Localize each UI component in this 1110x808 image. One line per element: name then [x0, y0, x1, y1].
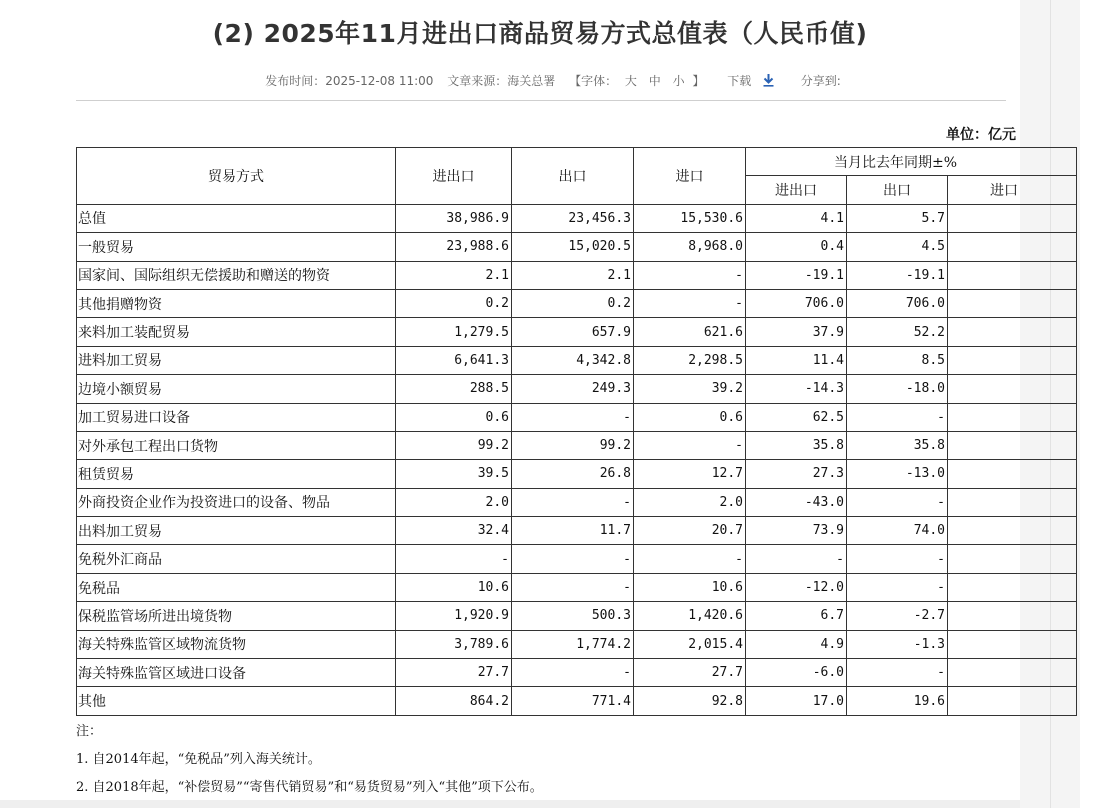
cell-import: 2.0 — [634, 488, 746, 516]
table-row — [77, 659, 1077, 687]
cell-name: 保税监管场所进出境货物 — [77, 602, 396, 630]
cell-import: 8,968.0 — [634, 233, 746, 261]
table-row — [77, 375, 1077, 403]
cell-import: 621.6 — [634, 318, 746, 346]
cell-yoy-export: 8.5 — [847, 346, 948, 374]
cell-import: 2,015.4 — [634, 630, 746, 658]
cell-export: 11.7 — [512, 517, 634, 545]
cell-total: - — [396, 545, 512, 573]
cell-total: 23,988.6 — [396, 233, 512, 261]
cell-export: - — [512, 545, 634, 573]
cell-name: 免税品 — [77, 573, 396, 601]
page-title: (2) 2025年11月进出口商品贸易方式总值表（人民币值) — [212, 19, 868, 48]
cell-yoy-import — [948, 460, 1077, 488]
cell-export: 26.8 — [512, 460, 634, 488]
cell-total: 6,641.3 — [396, 346, 512, 374]
cell-name: 进料加工贸易 — [77, 346, 396, 374]
cell-name: 租赁贸易 — [77, 460, 396, 488]
cell-yoy-total: 6.7 — [746, 602, 847, 630]
cell-yoy-total: - — [746, 545, 847, 573]
cell-yoy-import — [948, 602, 1077, 630]
cell-yoy-import — [948, 318, 1077, 346]
header-export: 出口 — [512, 148, 634, 205]
cell-yoy-export: -19.1 — [847, 261, 948, 289]
cell-import: 10.6 — [634, 573, 746, 601]
cell-import: 1,420.6 — [634, 602, 746, 630]
cell-export: 99.2 — [512, 431, 634, 459]
cell-yoy-import — [948, 346, 1077, 374]
cell-name: 国家间、国际组织无偿援助和赠送的物资 — [77, 261, 396, 289]
cell-name: 免税外汇商品 — [77, 545, 396, 573]
cell-name: 海关特殊监管区域进口设备 — [77, 659, 396, 687]
cell-yoy-import — [948, 488, 1077, 516]
cell-import: 39.2 — [634, 375, 746, 403]
cell-export: 15,020.5 — [512, 233, 634, 261]
cell-export: 2.1 — [512, 261, 634, 289]
cell-name: 总值 — [77, 204, 396, 232]
table-row — [77, 460, 1077, 488]
cell-yoy-import — [948, 403, 1077, 431]
cell-total: 10.6 — [396, 573, 512, 601]
font-size-bracket: 】 — [692, 74, 705, 88]
font-size-medium-link[interactable]: 中 — [648, 74, 661, 88]
cell-yoy-import — [948, 573, 1077, 601]
trade-mode-table — [76, 147, 1077, 716]
cell-total: 288.5 — [396, 375, 512, 403]
table-row — [77, 545, 1077, 573]
cell-yoy-total: 706.0 — [746, 289, 847, 317]
notes — [76, 718, 543, 802]
cell-import: - — [634, 545, 746, 573]
cell-yoy-total: 0.4 — [746, 233, 847, 261]
table-row — [77, 403, 1077, 431]
cell-total: 864.2 — [396, 687, 512, 715]
cell-yoy-export: - — [847, 488, 948, 516]
cell-export: - — [512, 659, 634, 687]
header-yoy-total: 进出口 — [746, 176, 847, 204]
cell-yoy-export: - — [847, 545, 948, 573]
cell-yoy-import — [948, 261, 1077, 289]
cell-yoy-import — [948, 630, 1077, 658]
cell-import: 15,530.6 — [634, 204, 746, 232]
header-yoy-import: 进口 — [948, 176, 1077, 204]
cell-yoy-import — [948, 204, 1077, 232]
cell-yoy-import — [948, 687, 1077, 715]
cell-export: 1,774.2 — [512, 630, 634, 658]
cell-yoy-total: 4.9 — [746, 630, 847, 658]
cell-import: 0.6 — [634, 403, 746, 431]
cell-export: - — [512, 573, 634, 601]
cell-yoy-total: 4.1 — [746, 204, 847, 232]
cell-export: 0.2 — [512, 289, 634, 317]
cell-yoy-export: - — [847, 573, 948, 601]
cell-yoy-total: 27.3 — [746, 460, 847, 488]
cell-yoy-total: 62.5 — [746, 403, 847, 431]
cell-yoy-import — [948, 545, 1077, 573]
cell-yoy-export: 35.8 — [847, 431, 948, 459]
unit-label: 单位：亿元 — [946, 127, 1016, 143]
cell-export: - — [512, 403, 634, 431]
cell-import: 92.8 — [634, 687, 746, 715]
cell-yoy-total: 11.4 — [746, 346, 847, 374]
cell-yoy-import — [948, 517, 1077, 545]
table-row — [77, 488, 1077, 516]
cell-name: 其他 — [77, 687, 396, 715]
cell-yoy-export: 52.2 — [847, 318, 948, 346]
cell-export: 657.9 — [512, 318, 634, 346]
table-row — [77, 289, 1077, 317]
cell-yoy-total: -43.0 — [746, 488, 847, 516]
cell-export: 23,456.3 — [512, 204, 634, 232]
cell-name: 出料加工贸易 — [77, 517, 396, 545]
table-row — [77, 573, 1077, 601]
cell-name: 加工贸易进口设备 — [77, 403, 396, 431]
font-size-small-link[interactable]: 小 — [672, 74, 685, 88]
cell-name: 外商投资企业作为投资进口的设备、物品 — [77, 488, 396, 516]
header-yoy-export: 出口 — [847, 176, 948, 204]
notes-heading: 注： — [76, 724, 103, 739]
table-row — [77, 517, 1077, 545]
cell-yoy-total: 17.0 — [746, 687, 847, 715]
cell-yoy-import — [948, 233, 1077, 261]
cell-import: 27.7 — [634, 659, 746, 687]
cell-total: 2.1 — [396, 261, 512, 289]
cell-yoy-total: 37.9 — [746, 318, 847, 346]
cell-name: 海关特殊监管区域物流货物 — [77, 630, 396, 658]
cell-yoy-export: 19.6 — [847, 687, 948, 715]
header-total: 进出口 — [396, 148, 512, 205]
article-source: 文章来源：海关总署 — [447, 74, 556, 88]
cell-total: 0.2 — [396, 289, 512, 317]
table-row — [77, 346, 1077, 374]
cell-yoy-export: -2.7 — [847, 602, 948, 630]
cell-yoy-import — [948, 659, 1077, 687]
cell-yoy-total: 73.9 — [746, 517, 847, 545]
table-row — [77, 261, 1077, 289]
publish-time: 发布时间：2025-12-08 11:00 — [265, 74, 434, 88]
font-size-large-link[interactable]: 大 — [624, 74, 637, 88]
download-label: 下载 — [727, 74, 752, 88]
cell-import: 20.7 — [634, 517, 746, 545]
cell-import: - — [634, 261, 746, 289]
table-row — [77, 687, 1077, 715]
cell-name: 边境小额贸易 — [77, 375, 396, 403]
cell-total: 39.5 — [396, 460, 512, 488]
cell-yoy-total: -19.1 — [746, 261, 847, 289]
cell-total: 3,789.6 — [396, 630, 512, 658]
cell-export: - — [512, 488, 634, 516]
cell-export: 500.3 — [512, 602, 634, 630]
cell-total: 0.6 — [396, 403, 512, 431]
cell-yoy-export: -13.0 — [847, 460, 948, 488]
cell-total: 1,279.5 — [396, 318, 512, 346]
header-yoy-group: 当月比去年同期±% — [746, 148, 1077, 176]
cell-name: 对外承包工程出口货物 — [77, 431, 396, 459]
cell-yoy-export: - — [847, 403, 948, 431]
cell-total: 1,920.9 — [396, 602, 512, 630]
cell-total: 99.2 — [396, 431, 512, 459]
cell-yoy-export: 74.0 — [847, 517, 948, 545]
cell-name: 来料加工装配贸易 — [77, 318, 396, 346]
cell-export: 249.3 — [512, 375, 634, 403]
cell-yoy-export: 706.0 — [847, 289, 948, 317]
cell-yoy-export: - — [847, 659, 948, 687]
table-row — [77, 233, 1077, 261]
table-row — [77, 431, 1077, 459]
table-row — [77, 630, 1077, 658]
header-trade-mode: 贸易方式 — [77, 148, 396, 205]
cell-name: 其他捐赠物资 — [77, 289, 396, 317]
cell-yoy-export: -18.0 — [847, 375, 948, 403]
cell-import: - — [634, 431, 746, 459]
cell-yoy-import — [948, 431, 1077, 459]
cell-import: - — [634, 289, 746, 317]
cell-yoy-export: -1.3 — [847, 630, 948, 658]
cell-yoy-total: -6.0 — [746, 659, 847, 687]
cell-export: 771.4 — [512, 687, 634, 715]
cell-yoy-total: -12.0 — [746, 573, 847, 601]
font-size-label: 【字体： — [569, 74, 618, 88]
share-label: 分享到: — [800, 74, 841, 88]
note-item: 2. 自2018年起，“补偿贸易”“寄售代销贸易”和“易货贸易”列入“其他”项下公布。 — [76, 780, 543, 795]
note-item: 1. 自2014年起，“免税品”列入海关统计。 — [76, 752, 321, 767]
cell-yoy-export: 4.5 — [847, 233, 948, 261]
cell-total: 2.0 — [396, 488, 512, 516]
cell-yoy-export: 5.7 — [847, 204, 948, 232]
table-row — [77, 318, 1077, 346]
cell-yoy-import — [948, 289, 1077, 317]
cell-name: 一般贸易 — [77, 233, 396, 261]
cell-yoy-total: 35.8 — [746, 431, 847, 459]
cell-export: 4,342.8 — [512, 346, 634, 374]
cell-total: 38,986.9 — [396, 204, 512, 232]
cell-import: 2,298.5 — [634, 346, 746, 374]
cell-total: 27.7 — [396, 659, 512, 687]
table-row — [77, 204, 1077, 232]
table-row — [77, 602, 1077, 630]
cell-yoy-total: -14.3 — [746, 375, 847, 403]
header-import: 进口 — [634, 148, 746, 205]
cell-import: 12.7 — [634, 460, 746, 488]
cell-total: 32.4 — [396, 517, 512, 545]
cell-yoy-import — [948, 375, 1077, 403]
